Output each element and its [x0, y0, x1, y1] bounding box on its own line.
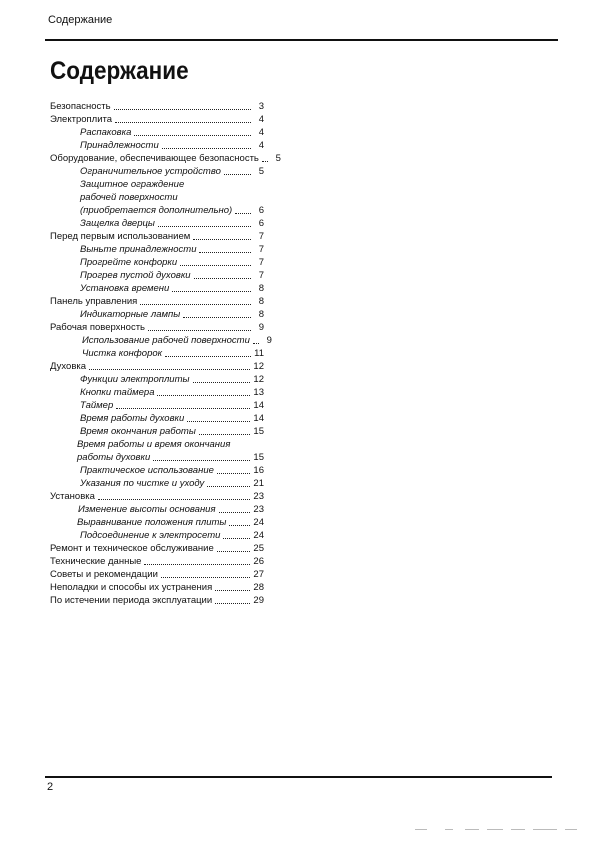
toc-entry-label: Практическое использование	[80, 465, 214, 476]
toc-page-number: 6	[258, 205, 264, 216]
toc-page-number: 23	[253, 491, 264, 502]
toc-subentry	[50, 399, 264, 412]
toc-page-number: 7	[258, 270, 264, 281]
toc-dot-leader	[114, 109, 251, 110]
toc-dot-leader	[140, 304, 251, 305]
toc-entry-label: Распаковка	[80, 127, 132, 138]
toc-entry	[50, 581, 264, 594]
toc-entry-label: Индикаторные лампы	[80, 309, 181, 320]
toc-entry-label: Панель управления	[50, 296, 138, 307]
toc-subentry	[50, 282, 264, 295]
toc-entry	[50, 542, 264, 555]
toc-page-number: 8	[258, 309, 264, 320]
page-title: Содержание	[50, 57, 189, 85]
toc-page-number: 27	[253, 569, 264, 580]
toc-entry-label: Ремонт и техническое обслуживание	[50, 543, 214, 554]
toc-entry-label: Защитное ограждение	[80, 179, 185, 190]
page-number: 2	[47, 781, 54, 793]
toc-subentry	[50, 386, 264, 399]
toc-dot-leader	[235, 213, 251, 214]
toc-page-number: 12	[253, 374, 264, 385]
toc-page-number: 15	[253, 426, 264, 437]
toc-entry	[50, 152, 281, 165]
toc-dot-leader	[223, 538, 250, 539]
toc-page-number: 16	[253, 465, 264, 476]
toc-page-number: 7	[258, 257, 264, 268]
toc-entry-label: Прогрейте конфорки	[80, 257, 178, 268]
toc-entry-label: Время работы духовки	[80, 413, 185, 424]
toc-entry-label: Электроплита	[50, 114, 113, 125]
toc-dot-leader	[172, 291, 251, 292]
toc-dot-leader	[219, 512, 251, 513]
toc-dot-leader	[183, 317, 251, 318]
footer-rule	[45, 776, 552, 778]
toc-entry-label: Установка	[50, 491, 95, 502]
toc-dot-leader	[194, 278, 251, 279]
toc-subentry	[50, 516, 264, 529]
toc-dot-leader	[161, 577, 251, 578]
toc-entry-label: Ограничительное устройство	[80, 166, 221, 177]
toc-page-number: 21	[253, 478, 264, 489]
toc-entry-label: Таймер	[80, 400, 114, 411]
toc-entry-label: Установка времени	[80, 283, 170, 294]
toc-page-number: 28	[253, 582, 264, 593]
toc-dot-leader	[262, 161, 268, 162]
toc-subentry	[50, 139, 264, 152]
toc-page-number: 4	[258, 127, 264, 138]
toc-entry	[50, 100, 264, 113]
toc-entry-label: Неполадки и способы их устранения	[50, 582, 213, 593]
toc-page-number: 9	[258, 322, 264, 333]
toc-subentry	[50, 191, 264, 204]
toc-subentry	[50, 269, 264, 282]
toc-entry-label: (приобретается дополнительно)	[80, 205, 233, 216]
toc-entry-label: Прогрев пустой духовки	[80, 270, 191, 281]
toc-dot-leader	[199, 434, 251, 435]
toc-entry	[50, 594, 264, 607]
toc-page-number: 8	[258, 283, 264, 294]
toc-entry	[50, 230, 264, 243]
toc-page-number: 12	[253, 361, 264, 372]
toc-entry	[50, 295, 264, 308]
toc-entry-label: работы духовки	[77, 452, 151, 463]
toc-subentry	[50, 178, 264, 191]
toc-dot-leader	[217, 551, 251, 552]
toc-dot-leader	[229, 525, 250, 526]
running-header: Содержание	[48, 14, 113, 26]
toc-page-number: 9	[266, 335, 272, 346]
toc-subentry	[50, 529, 264, 542]
toc-subentry	[50, 464, 264, 477]
toc-subentry	[50, 451, 264, 464]
toc-page-number: 23	[253, 504, 264, 515]
toc-subentry	[50, 308, 264, 321]
toc-entry-label: Духовка	[50, 361, 87, 372]
toc-page-number: 7	[258, 244, 264, 255]
toc-entry-label: Принадлежности	[80, 140, 159, 151]
toc-entry	[50, 568, 264, 581]
toc-page-number: 13	[253, 387, 264, 398]
toc-entry-label: Время работы и время окончания	[77, 439, 231, 450]
toc-entry-label: Перед первым использованием	[50, 231, 191, 242]
toc-entry	[50, 555, 264, 568]
toc-dot-leader	[153, 460, 250, 461]
toc-entry-label: По истечении периода эксплуатации	[50, 595, 213, 606]
toc-dot-leader	[193, 239, 251, 240]
toc-entry-label: Рабочая поверхность	[50, 322, 145, 333]
toc-subentry	[50, 126, 264, 139]
toc-entry-label: Технические данные	[50, 556, 142, 567]
toc-subentry	[50, 373, 264, 386]
toc-dot-leader	[215, 590, 250, 591]
toc-entry-label: Подсоединение к электросети	[80, 530, 221, 541]
toc-dot-leader	[134, 135, 251, 136]
toc-dot-leader	[148, 330, 251, 331]
toc-subentry	[50, 477, 264, 490]
toc-dot-leader	[253, 343, 259, 344]
toc-page-number: 4	[258, 114, 264, 125]
toc-subentry	[50, 438, 264, 451]
toc-dot-leader	[207, 486, 250, 487]
toc-dot-leader	[215, 603, 250, 604]
toc-entry	[50, 360, 264, 373]
toc-dot-leader	[144, 564, 250, 565]
toc-entry-label: Выньте принадлежности	[80, 244, 197, 255]
toc-dot-leader	[199, 252, 251, 253]
toc-dot-leader	[187, 421, 250, 422]
toc-page-number: 4	[258, 140, 264, 151]
toc-subentry	[50, 256, 264, 269]
toc-page-number: 11	[254, 348, 264, 359]
toc-entry-label: рабочей поверхности	[80, 192, 178, 203]
scan-artifact	[415, 829, 585, 832]
toc-entry-label: Указания по чистке и уходу	[80, 478, 205, 489]
toc-dot-leader	[98, 499, 251, 500]
toc-subentry	[50, 243, 264, 256]
toc-subentry	[50, 425, 264, 438]
toc-entry-label: Выравнивание положения плиты	[77, 517, 227, 528]
toc-page-number: 14	[253, 400, 264, 411]
table-of-contents	[50, 100, 281, 607]
toc-dot-leader	[217, 473, 251, 474]
toc-subentry	[50, 334, 272, 347]
toc-dot-leader	[165, 356, 251, 357]
toc-dot-leader	[224, 174, 251, 175]
toc-page-number: 26	[253, 556, 264, 567]
toc-dot-leader	[162, 148, 251, 149]
toc-page-number: 24	[253, 530, 264, 541]
toc-page-number: 14	[253, 413, 264, 424]
toc-subentry	[50, 217, 264, 230]
toc-dot-leader	[89, 369, 250, 370]
toc-page-number: 15	[253, 452, 264, 463]
toc-entry	[50, 490, 264, 503]
header-rule	[45, 39, 558, 41]
toc-subentry	[50, 347, 264, 360]
toc-subentry	[50, 165, 264, 178]
toc-page-number: 3	[258, 101, 264, 112]
toc-entry-label: Советы и рекомендации	[50, 569, 158, 580]
toc-entry	[50, 113, 264, 126]
toc-dot-leader	[158, 226, 251, 227]
toc-dot-leader	[157, 395, 250, 396]
toc-entry-label: Функции электроплиты	[80, 374, 190, 385]
toc-page-number: 8	[258, 296, 264, 307]
toc-entry-label: Использование рабочей поверхности	[82, 335, 250, 346]
toc-entry-label: Время окончания работы	[80, 426, 196, 437]
toc-page-number: 25	[253, 543, 264, 554]
toc-page-number: 29	[253, 595, 264, 606]
toc-page-number: 5	[258, 166, 264, 177]
toc-entry-label: Оборудование, обеспечивающее безопасность	[50, 153, 259, 164]
toc-entry-label: Кнопки таймера	[80, 387, 155, 398]
toc-entry-label: Защелка дверцы	[80, 218, 155, 229]
toc-entry-label: Чистка конфорок	[82, 348, 163, 359]
toc-page-number: 5	[275, 153, 281, 164]
toc-page-number: 24	[253, 517, 264, 528]
toc-entry	[50, 321, 264, 334]
toc-dot-leader	[115, 122, 251, 123]
toc-subentry	[50, 204, 264, 217]
toc-entry-label: Изменение высоты основания	[78, 504, 216, 515]
toc-page-number: 6	[258, 218, 264, 229]
toc-subentry	[50, 503, 264, 516]
toc-entry-label: Безопасность	[50, 101, 111, 112]
toc-dot-leader	[193, 382, 251, 383]
toc-page-number: 7	[258, 231, 264, 242]
toc-dot-leader	[116, 408, 250, 409]
toc-subentry	[50, 412, 264, 425]
toc-dot-leader	[180, 265, 251, 266]
